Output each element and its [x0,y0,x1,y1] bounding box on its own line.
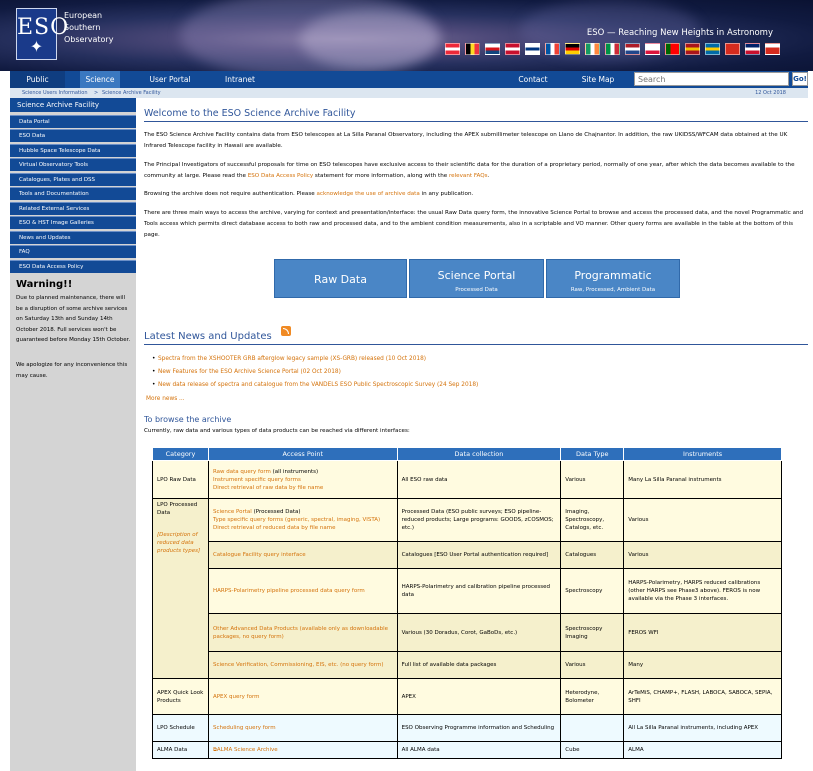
flag-germany-icon[interactable] [565,43,580,55]
cell-category-processed [153,499,209,679]
header-data-collection: Data collection [397,448,561,461]
cell-data-collection: HARPS-Polarimetry and calibration pipeline processed data [397,569,561,614]
cell-instruments: HARPS-Polarimetry, HARPS reduced calibrations (other HARPS see Phase3 above). FEROS is now available via the Phase 3 interfaces. [624,569,782,614]
external-link-icon: ⧉ [212,747,217,753]
sidebar-title[interactable]: Science Archive Facility [10,98,136,112]
page-date: 12 Oct 2018 [755,90,786,96]
warning-apology: We apologize for any inconvenience this may cause. [16,362,128,379]
nav-intranet[interactable]: Intranet [225,75,255,84]
flag-spain-icon[interactable] [685,43,700,55]
org-line-1: European [64,11,103,20]
acknowledge-link[interactable]: acknowledge the use of archive data [316,191,420,197]
sidebar-item-tools-docs[interactable]: Tools and Documentation [10,187,136,200]
more-news-link[interactable]: More news ... [146,396,185,402]
nav-public[interactable]: Public [10,71,65,88]
cell-data-type: Various [561,652,624,679]
header-access-point: Access Point [208,448,397,461]
breadcrumb [10,88,808,98]
catalogue-facility-link[interactable]: Catalogue Facility query interface [208,542,397,569]
sidebar-item-hubble[interactable]: Hubble Space Telescope Data [10,144,136,157]
sidebar-item-galleries[interactable]: ESO & HST Image Galleries [10,216,136,229]
table-row [153,499,782,542]
science-portal-label: Science Portal [437,269,516,282]
sidebar-item-vo-tools[interactable]: Virtual Observatory Tools [10,158,136,171]
header-instruments: Instruments [624,448,782,461]
cell-data-type: Spectroscopy [561,569,624,614]
cell-data-collection: Various (30 Doradus, Corot, GaBoDs, etc.) [397,614,561,652]
org-line-2: Southern [64,23,101,32]
news-item[interactable]: • Spectra from the XSHOOTER GRB afterglow legacy sample (XS-GRB) released (10 Oct 2018) [158,356,426,362]
processed-label: LPO Processed Data [157,502,198,516]
table-row [153,679,782,715]
archive-access-table [152,447,782,759]
sidebar-item-news[interactable]: News and Updates [10,231,136,244]
cell-access-point [208,742,397,759]
browse-text: Currently, raw data and various types of data products can be reached via different interfaces: [144,428,410,434]
table-row [153,569,782,614]
instrument-query-forms-link[interactable]: Instrument specific query forms [212,476,301,483]
sidebar-item-eso-data[interactable]: ESO Data [10,129,136,142]
access-ways-paragraph: There are three main ways to access the archive, varying for context and presentation/interface: the usual Raw Data query form, the innovative Science Portal to browse and access the processed data, and the novel Programmatic and Tools access which permits direct database access to both raw and processed data, and to the ambient condition measurements, also in a scriptable and VO manner. Other query forms are available in the table at the bottom of this page. [144,210,804,238]
table-header-row [153,448,782,461]
cell-data-type: Heterodyne, Bolometer [561,679,624,715]
page-title: Welcome to the ESO Science Archive Facility [144,108,808,122]
cell-category: LPO Raw Data [153,461,209,499]
nav-contact[interactable]: Contact [518,75,548,84]
scheduling-query-form-link[interactable]: Scheduling query form [208,715,397,742]
science-portal-button[interactable] [409,259,544,298]
news-item[interactable]: • New Features for the ESO Archive Science Portal (02 Oct 2018) [158,369,341,375]
flag-austria-icon[interactable] [445,43,460,55]
news-heading: Latest News and Updates [144,331,808,345]
organization-name [64,10,113,46]
browse-auth-paragraph [144,189,808,200]
policy-paragraph [144,160,808,182]
table-row [153,461,782,499]
cell-instruments: ALMA [624,742,782,759]
flag-france-icon[interactable] [545,43,560,55]
cell-instruments: FEROS WFI [624,614,782,652]
cell-data-type [561,715,624,742]
cell-data-collection: ESO Observing Programme information and Scheduling [397,715,561,742]
tagline: ESO — Reaching New Heights in Astronomy [586,28,773,38]
raw-query-note: (all instruments) [270,468,319,475]
cell-instruments: All La Silla Paranal instruments, including APEX [624,715,782,742]
science-verification-link[interactable]: Science Verification, Commissioning, EIS, etc. (no query form) [208,652,397,679]
flag-denmark-icon[interactable] [505,43,520,55]
cell-access-point [208,499,397,542]
flag-ireland-icon[interactable] [585,43,600,55]
logo-text: ESO [17,15,70,40]
cell-data-collection: Processed Data (ESO public surveys; ESO pipeline-reduced products; Large programs: GOODS, zCOSMOS; etc.) [397,499,561,542]
type-specific-forms-link[interactable]: Type specific query forms (generic, spectral, imaging, VISTA) [212,517,381,523]
table-row [153,542,782,569]
apex-query-form-link[interactable]: APEX query form [208,679,397,715]
news-item[interactable]: • New data release of spectra and catalogue from the VANDELS ESO Public Spectroscopic Survey (24 Sep 2018) [158,382,478,388]
flag-czech-icon[interactable] [485,43,500,55]
flag-belgium-icon[interactable] [465,43,480,55]
table-row [153,715,782,742]
org-line-3: Observatory [64,35,114,44]
flag-italy-icon[interactable] [605,43,620,55]
programmatic-label: Programmatic [574,269,652,282]
warning-text: Due to planned maintenance, there will be a disruption of some archive services on Saturday 13th and Sunday 14th October 2018. Full services won't be guaranteed before Monday 15th October. [16,295,131,343]
cell-category: APEX Quick Look Products [153,679,209,715]
reduced-types-link[interactable]: [Description of reduced data products types] [157,532,201,554]
cell-category: ALMA Data [153,742,209,759]
nebula-core [300,10,440,70]
cell-data-type: Imaging, Spectroscopy, Catalogs, etc. [561,499,624,542]
breadcrumb-separator: > [94,90,99,96]
sidebar-item-external[interactable]: Related External Services [10,202,136,215]
flag-chile-icon[interactable] [765,43,780,55]
cell-data-collection: All ALMA data [397,742,561,759]
cell-data-collection: Catalogues [ESO User Portal authentication required] [397,542,561,569]
science-portal-note: (Processed Data) [251,509,301,515]
auth-text-b: in any publication. [419,191,474,197]
nav-user-portal[interactable]: User Portal [149,75,191,84]
header-data-type: Data Type [561,448,624,461]
cell-data-type: Various [561,461,624,499]
cell-data-type: Catalogues [561,542,624,569]
breadcrumb-science-users[interactable]: Science Users Information [22,90,88,96]
table-row [153,742,782,759]
cell-data-collection: APEX [397,679,561,715]
table-row [153,614,782,652]
search-go-button[interactable]: Go! [792,72,808,86]
harps-polarimetry-link[interactable]: HARPS-Polarimetry pipeline processed data query form [208,569,397,614]
browse-heading: To browse the archive [144,415,232,424]
sidebar-item-data-portal[interactable]: Data Portal [10,115,136,128]
nav-site-map[interactable]: Site Map [581,75,615,84]
intro-paragraph: The ESO Science Archive Facility contains data from ESO telescopes at La Silla Paranal Observatory, including the APEX submillimeter telescope on Llano de Chajnantor. In addition, the raw UKIDSS/WFCAM data obtained at the UK Infrared Telescope facility in Hawaii are available. [144,132,788,149]
cell-category: LPO Schedule [153,715,209,742]
flag-sweden-icon[interactable] [705,43,720,55]
cell-instruments: ArTeMiS, CHAMP+, FLASH, LABOCA, SABOCA, SEPIA, SHFI [624,679,782,715]
nav-science[interactable]: Science [80,71,120,88]
breadcrumb-archive-facility[interactable]: Science Archive Facility [102,90,161,96]
cell-data-collection: Full list of available data packages [397,652,561,679]
flag-switzerland-icon[interactable] [725,43,740,55]
raw-direct-retrieval-link[interactable]: Direct retrieval of raw data by file name [212,484,324,491]
table-row [153,652,782,679]
logo-star-icon: ✦ [29,37,44,56]
reduced-direct-retrieval-link[interactable]: Direct retrieval of reduced data by file name [212,525,336,531]
cell-access-point [208,461,397,499]
cell-instruments: Various [624,499,782,542]
sidebar-item-catalogues[interactable]: Catalogues, Plates and DSS [10,173,136,186]
warning-title: Warning!! [16,279,73,290]
sidebar-item-access-policy[interactable]: ESO Data Access Policy [10,260,136,273]
science-portal-link[interactable]: Science Portal [212,509,252,515]
science-portal-sub: Processed Data [455,287,498,293]
rss-icon[interactable] [281,326,291,336]
alma-archive-link[interactable]: ALMA Science Archive [216,747,278,753]
policy-text-c: . [487,173,490,179]
flag-netherlands-icon[interactable] [625,43,640,55]
flag-uk-icon[interactable] [745,43,760,55]
header-category: Category [153,448,209,461]
eso-logo[interactable] [16,8,70,60]
cell-instruments: Various [624,542,782,569]
top-navigation [10,71,808,88]
relevant-faqs-link[interactable]: relevant FAQs [448,173,488,179]
auth-text-a: Browsing the archive does not require authentication. Please [144,191,317,197]
cell-data-type: Spectroscopy Imaging [561,614,624,652]
flag-poland-icon[interactable] [645,43,660,55]
search-input[interactable] [634,72,789,86]
programmatic-sub: Raw, Processed, Ambient Data [570,287,656,293]
other-advanced-products-link[interactable]: Other Advanced Data Products (available only as downloadable packages, no query form) [208,614,397,652]
cell-data-type: Cube [561,742,624,759]
sidebar [10,98,136,771]
cell-data-collection: All ESO raw data [397,461,561,499]
policy-text-a: The Principal Investigators of successful proposals for time on ESO telescopes have exclusive access to their scientific data for the duration of a proprietary period, normally of one year, after which the data becomes available to the community at large. Please read the [144,162,795,179]
site-header [0,0,813,71]
raw-data-button[interactable] [274,259,407,298]
policy-text-b: statement for more information, along with the [313,173,449,179]
data-access-policy-link[interactable]: ESO Data Access Policy [247,173,314,179]
sidebar-item-faq[interactable]: FAQ [10,245,136,258]
flag-finland-icon[interactable] [525,43,540,55]
flag-portugal-icon[interactable] [665,43,680,55]
raw-query-form-link[interactable]: Raw data query form [212,468,271,475]
raw-data-label: Raw Data [314,273,367,286]
cell-instruments: Many [624,652,782,679]
cell-instruments: Many La Silla Paranal instruments [624,461,782,499]
programmatic-button[interactable] [546,259,680,298]
